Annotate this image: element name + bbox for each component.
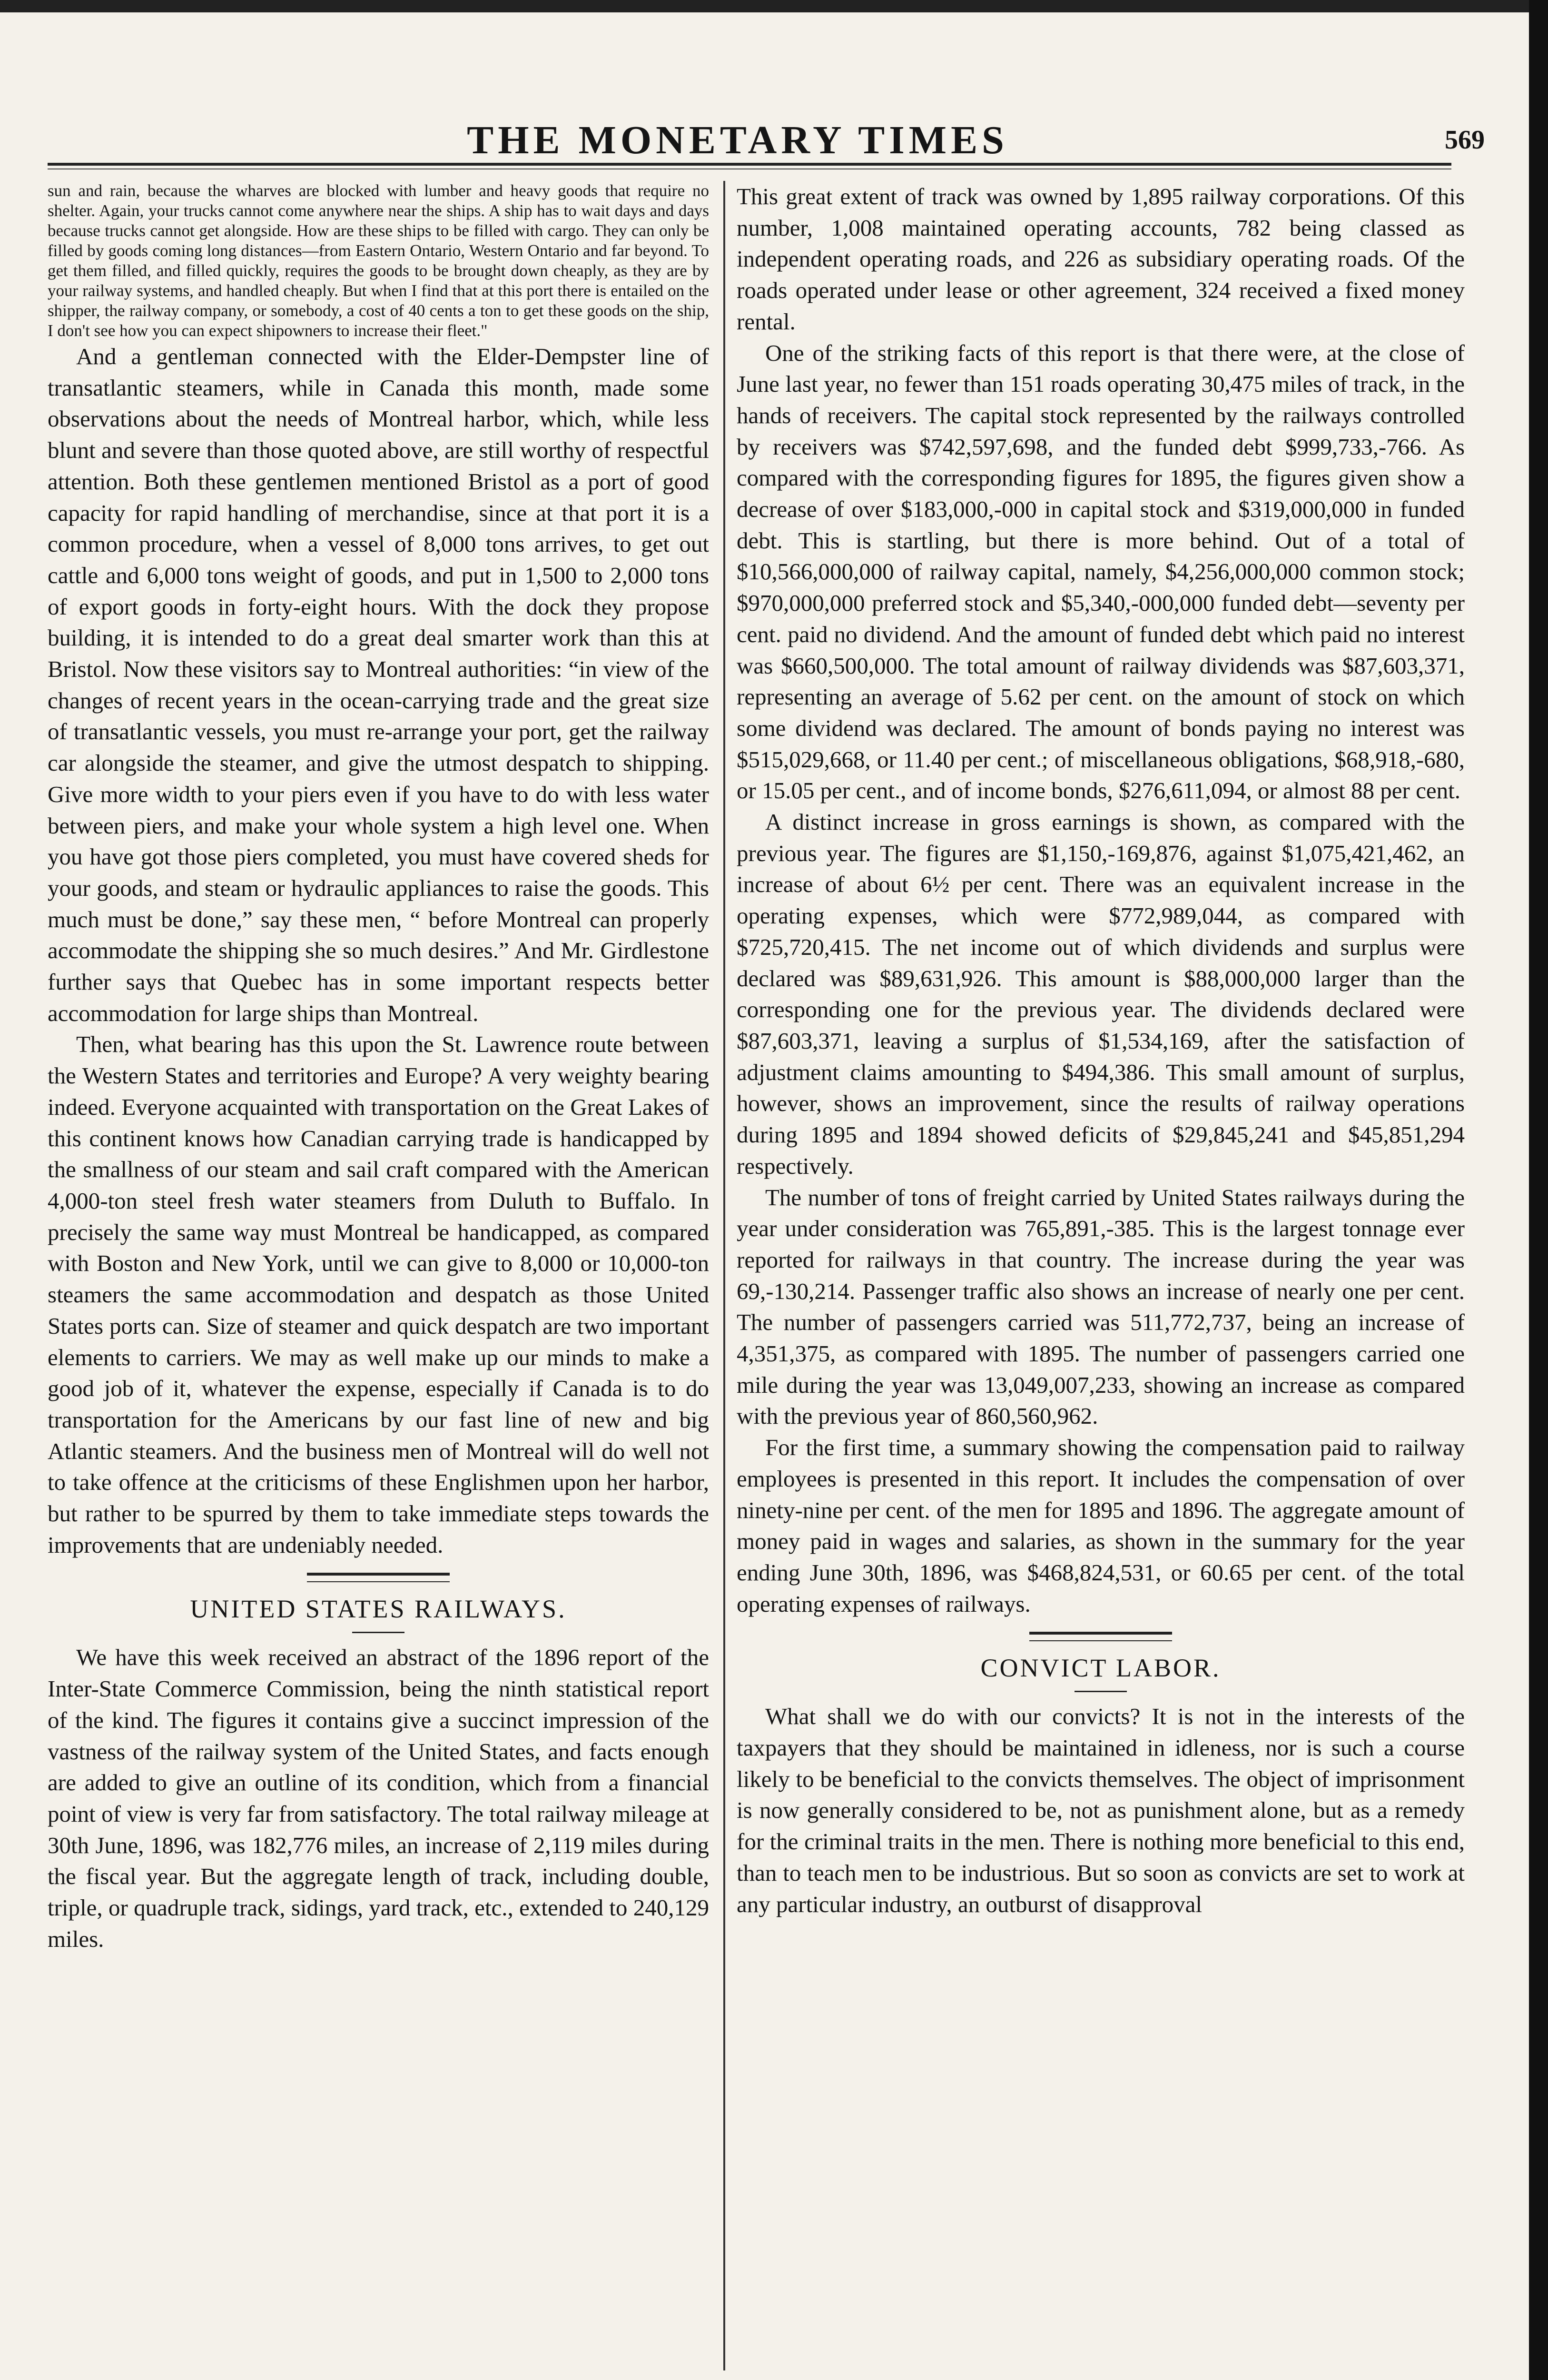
- article-text: What shall we do with our convicts? It is not in the interests of the taxpayers that they should be maintained in idleness, nor is such a course likely to be beneficial to the convicts themselves. The object of imprisonment is now generally considered to be, not as punishment alone, but as a remedy for the criminal traits in the men. There is nothing more beneficial to this end, than to teach men to be industrious. But so soon as convicts are set to work at any particular industry, an outburst of disapproval: [737, 1703, 1465, 1917]
- article-text: We have this week received an abstract of the 1896 report of the Inter-State Commerce Commission, being the ninth statistical report of the kind. The figures it contains give a succinct impression of the vastness of the railway system of the United States, and facts enough are added to give an outline of its condition, which from a financial point of view is very far from satisfactory. The total railway mileage at 30th June, 1896, was 182,776 miles, an increase of 2,119 miles during the fiscal year. But the aggregate length of track, including double, triple, or quadruple track, sidings, yard track, etc., extended to 240,129 miles.: [48, 1644, 709, 1952]
- section-divider: [307, 1573, 450, 1582]
- section-heading: CONVICT LABOR.: [980, 1654, 1221, 1683]
- article-text: Then, what bearing has this upon the St. Lawrence route between the Western States and territories and Europe? A very weighty bearing indeed. Everyone acquainted with transportation on the Great Lakes of this continent knows how Canadian carrying trade is handicapped by the smallness of our steam and sail craft compared with the American 4,000-ton steel fresh water steamers from Duluth to Buffalo. In precisely the same way must Montreal be handicapped, as compared with Boston and New York, until we can give to 8,000 or 10,000-ton steamers the same accommodation and despatch as those United States ports can. Size of steamer and quick despatch are two important elements to carriers. We may as well make up our minds to make a good job of it, whatever the expense, especially if Canada is to do transportation for the Americans by our fast line of new and big Atlantic steamers. And the business men of Montreal will do well not to take offence at the criticisms of these Englishmen upon her harbor, but rather to be spurred by them to take immediate steps towards the improvements that are undeniably needed.: [48, 1031, 709, 1558]
- masthead: [48, 119, 1513, 162]
- article-text: A distinct increase in gross earnings is shown, as compared with the previous year. The figures are $1,150,-169,876, against $1,075,421,462, an increase of about 6½ per cent. There was an equivalent increase in the operating expenses, which were $772,989,044, as compared with $725,720,415. The net income out of which dividends and surplus were declared was $89,631,926. This amount is $88,000,000 larger than the corresponding one for the previous year. The dividends declared were $87,603,371, leaving a surplus of $1,534,169, after the satisfaction of adjustment claims amounting to $494,386. This small amount of surplus, however, shows an improvement, since the results of railway operations during 1895 and 1894 showed deficits of $29,845,241 and $45,851,294 respectively.: [737, 809, 1465, 1179]
- article-text: The number of tons of freight carried by United States railways during the year under consideration was 765,891,-385. This is the largest tonnage ever reported for railways in that country. The increase during the year was 69,-130,214. Passenger traffic also shows an increase of nearly one per cent. The number of passengers carried was 511,772,737, being an increase of 4,351,375, as compared with 1895. The number of passengers carried one mile during the year was 13,049,007,233, showing an increase as compared with the previous year of 860,560,962.: [737, 1184, 1465, 1429]
- page-right-edge: [1529, 0, 1548, 2380]
- article-text: This great extent of track was owned by 1,895 railway corporations. Of this number, 1,008 maintained operating accounts, 782 being classed as independent operating roads, and 226 as subsidiary operating roads. Of the roads operated under lease or other agreement, 324 received a fixed money rental.: [737, 183, 1465, 335]
- column-divider: [723, 181, 725, 2370]
- article-text: sun and rain, because the wharves are blocked with lumber and heavy goods that require no shelter. Again, your trucks cannot come anywhere near the ships. A ship has to wait days and days because trucks cannot get alongside. How are these ships to be filled with cargo. They can only be filled by goods coming long distances—from Eastern Ontario, Western Ontario and far beyond. To get them filled, and filled quickly, requires the goods to be brought down cheaply, as they are by your railway systems, and handled cheaply. But when I find that at this port there is entailed on the shipper, the railway company, or somebody, a cost of 40 cents a ton to get these goods on the ship, I don't see how you can expect shipowners to increase their fleet.": [48, 181, 709, 340]
- publication-title: THE MONETARY TIMES: [467, 118, 1008, 162]
- heading-underline: [1075, 1691, 1127, 1692]
- header-rule: [48, 163, 1451, 166]
- page-number: 569: [1445, 125, 1485, 155]
- article-text: One of the striking facts of this report is that there were, at the close of June last year, no fewer than 151 roads operating 30,475 miles of track, in the hands of receivers. The capital stock represented by the railways controlled by receivers was $742,597,698, and the funded debt $999,733,-766. As compared with the corresponding figures for 1895, the figures given show a decrease of over $183,000,-000 in capital stock and $319,000,000 in funded debt. This is startling, but there is more behind. Out of a total of $10,566,000,000 of railway capital, namely, $4,256,000,000 common stock; $970,000,000 preferred stock and $5,340,-000,000 funded debt—seventy per cent. paid no dividend. And the amount of funded debt which paid no interest was $660,500,000. The total amount of railway dividends was $87,603,371, representing an average of 5.62 per cent. on the amount of stock on which some dividend was declared. The amount of bonds paying no interest was $515,029,668, or 11.40 per cent.; of miscellaneous obligations, $68,918,-680, or 15.05 per cent., and of income bonds, $276,611,094, or almost 88 per cent.: [737, 339, 1465, 804]
- article-text: For the first time, a summary showing the compensation paid to railway employees is presented in this report. It includes the compensation of over ninety-nine per cent. of the men for 1895 and 1896. The aggregate amount of money paid in wages and salaries, as shown in the summary for the year ending June 30th, 1896, was $468,824,531, or 60.65 per cent. of the total operating expenses of railways.: [737, 1434, 1465, 1617]
- page-top-edge: [0, 0, 1548, 12]
- heading-underline: [352, 1632, 404, 1633]
- section-heading: UNITED STATES RAILWAYS.: [190, 1595, 567, 1624]
- right-column: [737, 181, 1465, 1920]
- article-text: And a gentleman connected with the Elder-Dempster line of transatlantic steamers, while in Canada this month, made some observations about the needs of Montreal harbor, which, while less blunt and severe than those quoted above, are still worthy of respectful attention. Both these gentlemen mentioned Bristol as a port of good capacity for rapid handling of merchandise, since at that port it is a common procedure, when a vessel of 8,000 tons arrives, to get out cattle and 6,000 tons weight of goods, and put in 1,500 to 2,000 tons of export goods in forty-eight hours. With the dock they propose building, it is intended to do a great deal smarter work than this at Bristol. Now these visitors say to Montreal authorities: “in view of the changes of recent years in the ocean-carrying trade and the great size of transatlantic vessels, you must re-arrange your port, get the railway car alongside the steamer, and give the utmost despatch to shipping. Give more width to your piers even if you have to do with less water between piers, and make your whole system a high level one. When you have got those piers completed, you must have covered sheds for your goods, and steam or hydraulic appliances to raise the goods. This much must be done,” say these men, “ before Montreal can properly accommodate the shipping she so much desires.” And Mr. Girdlestone further says that Quebec has in some important respects better accommodation for large ships than Montreal.: [48, 343, 709, 1026]
- section-divider: [1029, 1632, 1172, 1641]
- left-column: [48, 181, 709, 1954]
